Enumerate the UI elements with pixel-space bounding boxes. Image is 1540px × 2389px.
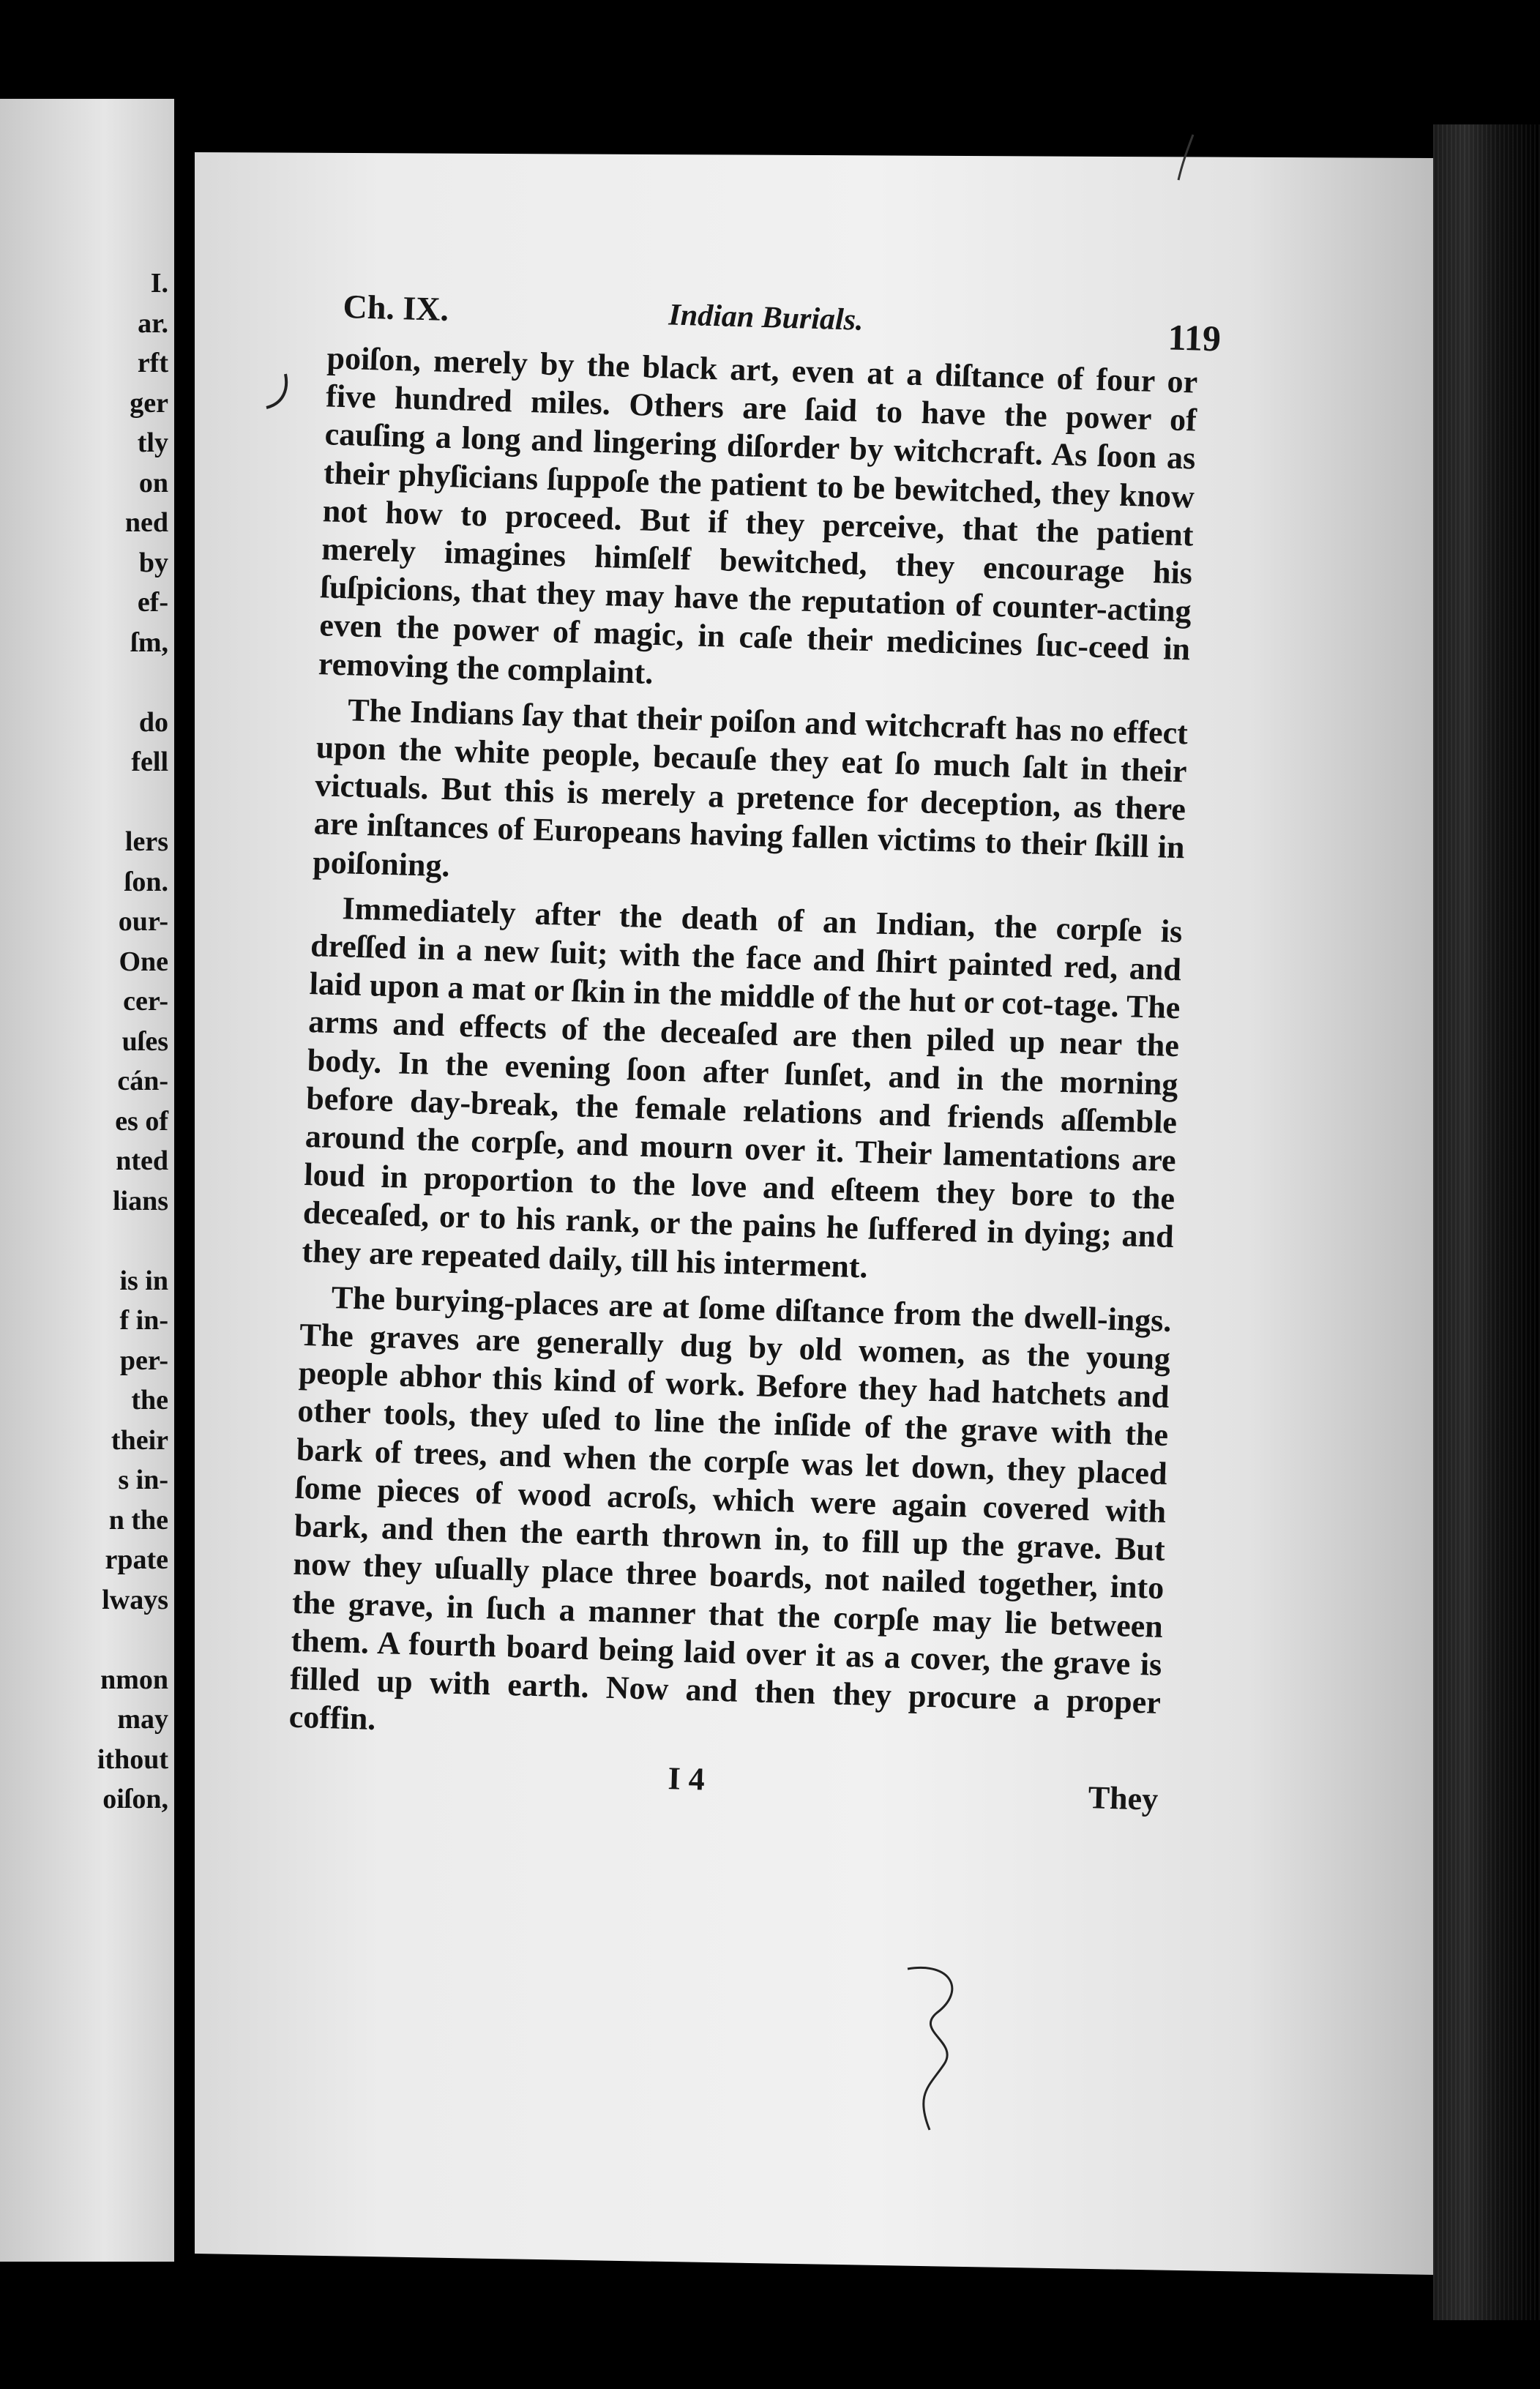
left-margin-fragment: rft [137, 348, 168, 378]
left-margin-fragment: their [111, 1424, 168, 1456]
catchword: They [1088, 1779, 1159, 1818]
left-margin-fragment: fell [131, 747, 168, 777]
paragraph: poiſon, merely by the black art, even at a diſtance of four or five hundred miles. Others are ſaid to have the power of cauſing a long and lingering diſorder by witchcraft. As ſoon as their phyſicians ſuppoſe the patient to be bewitched, they know not how to proceed. But if they perceive, that the patient merely imagines himſelf bewitched, they encourage his ſuſpicions, that they may have the reputation of counter-acting even the power of magic, in caſe their medicines ſuc-ceed in removing the complaint. [318, 340, 1198, 691]
left-facing-page [0, 99, 174, 2262]
left-margin-fragment: oiſon, [102, 1784, 168, 1814]
chapter-label: Ch. IX. [342, 287, 449, 328]
running-title: Indian Burials. [668, 298, 864, 337]
page-content [250, 271, 1222, 1823]
left-margin-fragment: by [138, 547, 168, 578]
left-margin-fragment: ger [130, 387, 168, 419]
left-margin-fragment: f in- [119, 1305, 168, 1336]
left-margin-fragment: One [119, 946, 168, 977]
left-margin-fragment: ned [124, 507, 168, 538]
left-margin-fragment: ſm, [130, 627, 168, 658]
paragraph: Immediately after the death of an Indian, the corpſe is dreſſed in a new ſuit; with the face and ſhirt painted red, and laid upon a mat or ſkin in the middle of the hut or cot-tage. The arms and effects of the deceaſed are then piled up near the body. In the evening ſoon after ſunſet, and in the morning before day-break, the female relations and friends aſſemble around the corpſe, and mourn over it. Their lamentations are loud in proportion to the love and eſteem they bore to the deceaſed, or to his rank, or the pains he ſuffered in dying; and they are repeated daily, till his interment. [301, 890, 1183, 1285]
left-margin-fragment: cán- [117, 1066, 168, 1096]
book-gutter [174, 95, 195, 2262]
left-margin-fragment: ar. [138, 307, 168, 339]
left-margin-fragment: tly [137, 427, 168, 458]
page-number: 119 [1167, 316, 1222, 359]
stray-hair [864, 1962, 973, 2137]
page-block-edge [1433, 124, 1540, 2320]
left-margin-fragment: I. [150, 268, 168, 299]
left-margin-fragment: rpate [105, 1544, 168, 1575]
paragraph: The burying-places are at ſome diſtance from the dwell-ings. The graves are generally dug by old women, as the young people abhor this kind of work. Before they had hatchets and other tools, they uſed to line the inſide of the grave with the bark of trees, and when the corpſe was let down, they placed ſome pieces of wood acroſs, which were again covered with bark, and then the earth thrown in, to fill up the grave. But now they uſually place three boards, not nailed together, into the grave, in ſuch a manner that the corpſe may lie between them. A fourth board being laid over it as a cover, the grave is filled up with earth. Now and then they procure a proper coffin. [288, 1279, 1173, 1738]
left-margin-fragment: ſon. [124, 866, 168, 897]
left-margin-fragment: lians [112, 1185, 168, 1216]
pencil-mark [1171, 132, 1200, 183]
paragraph: The Indians ſay that their poiſon and witchcraft has no effect upon the white people, becauſe they eat ſo much ſalt in their victuals. But this is merely a pretence for deception, as there are inſtances of Europeans having fallen victims to their ſkill in poiſoning. [312, 692, 1189, 883]
left-margin-fragment: our- [118, 906, 168, 937]
left-margin-fragment: uſes [122, 1025, 168, 1057]
left-margin-fragment: cer- [123, 986, 168, 1017]
left-margin-fragment: nmon [100, 1664, 168, 1695]
left-margin-fragment: the [131, 1385, 168, 1416]
left-margin-fragment: s in- [118, 1465, 168, 1495]
left-margin-fragment: per- [119, 1345, 168, 1376]
left-margin-fragment: do [138, 706, 168, 738]
left-margin-fragment: may [117, 1704, 168, 1735]
left-margin-fragment: ithout [97, 1743, 168, 1775]
left-margin-fragment: is in [119, 1265, 168, 1296]
left-margin-fragment: on [138, 467, 168, 498]
left-margin-fragment: es of [115, 1105, 168, 1137]
body-text [288, 339, 1198, 1760]
left-margin-fragment: lways [102, 1584, 168, 1615]
signature-mark: I 4 [667, 1760, 706, 1798]
left-margin-fragment: lers [124, 826, 168, 857]
left-margin-fragment: n the [108, 1504, 168, 1536]
left-margin-fragment: nted [116, 1145, 168, 1176]
left-margin-fragment: ef- [137, 587, 168, 618]
